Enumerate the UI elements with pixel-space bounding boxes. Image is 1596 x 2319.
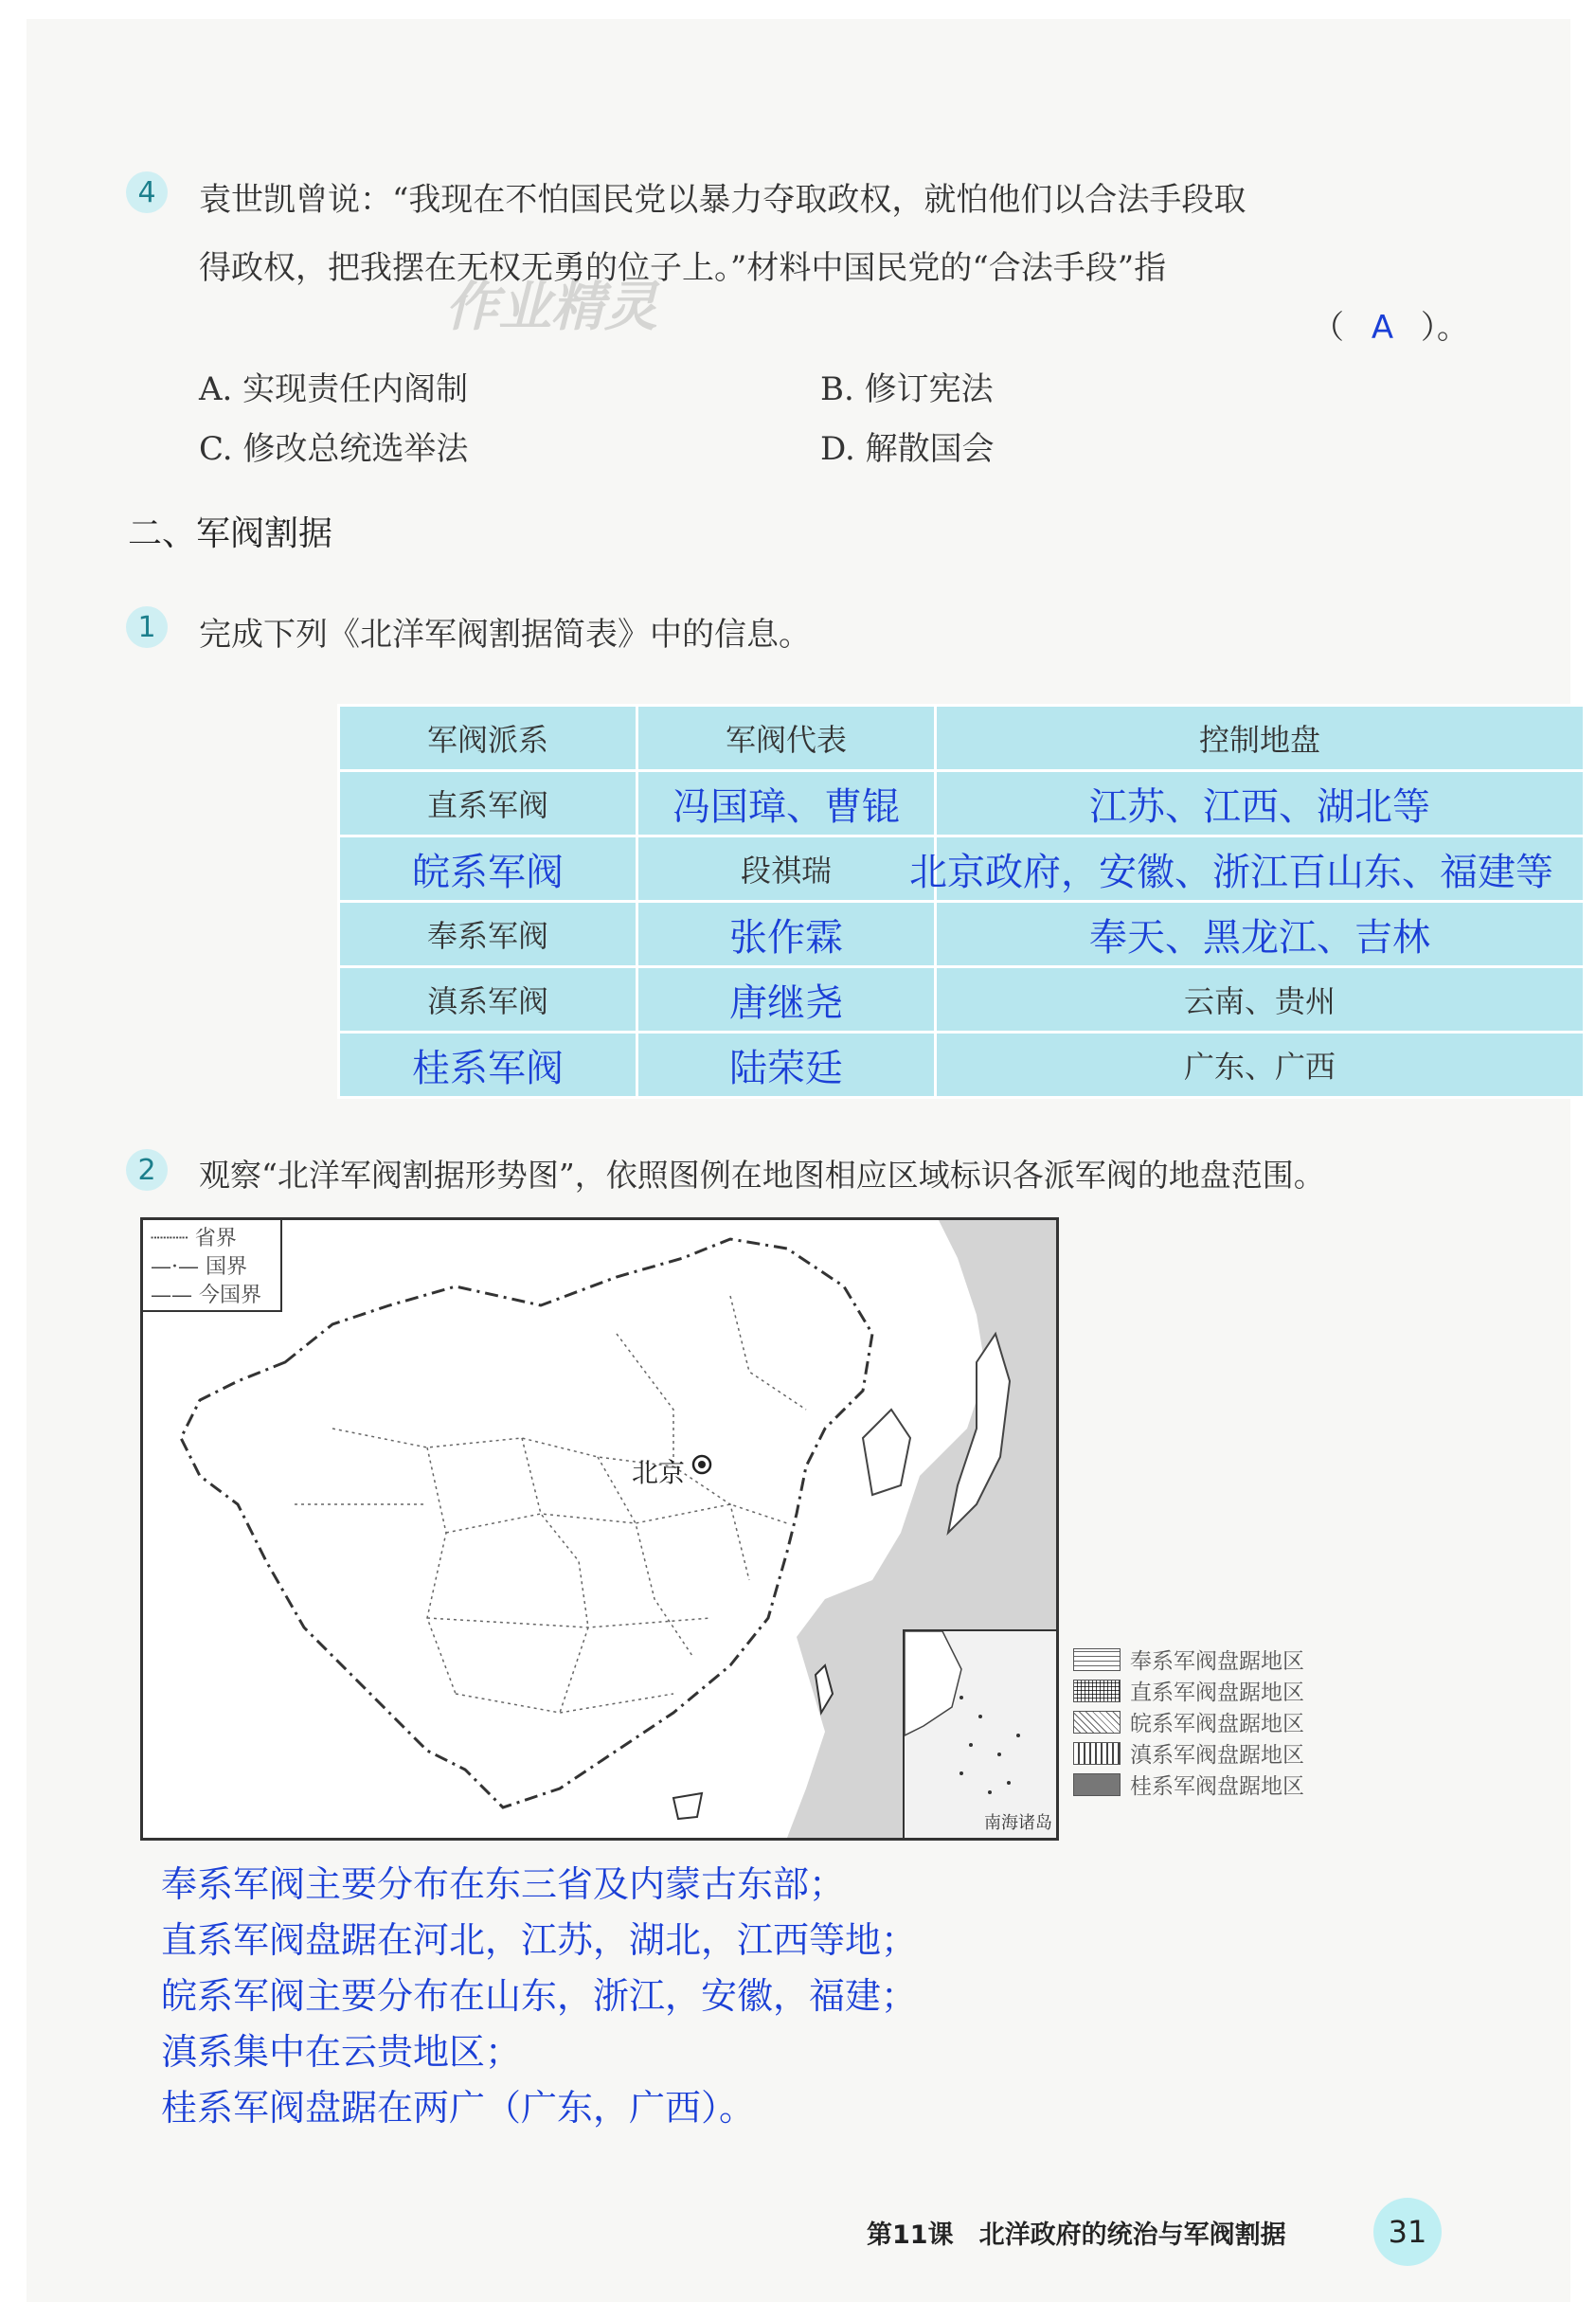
table-cell: 段祺瑞 [638,837,934,900]
warlord-table [337,704,1586,1099]
table-cell: 北京政府，安徽、浙江百山东、福建等 [909,850,1553,894]
question-number-badge: 1 [126,606,168,648]
warlord-map [140,1217,1059,1841]
handwritten-answer [161,1857,917,2136]
question-4-line1: 袁世凯曾说：“我现在不怕国民党以暴力夺取政权，就怕他们以合法手段取 [199,181,1246,219]
table-header-row [340,707,1583,769]
table-cell: 奉天、黑龙江、吉林 [937,903,1583,965]
question-number-badge: 4 [126,171,168,213]
option-b: B. 修订宪法 [820,370,994,408]
table-cell: 奉系军阀 [340,903,636,965]
table-header: 军阀代表 [638,707,934,769]
option-c: C. 修改总统选举法 [199,430,469,468]
table-header: 军阀派系 [340,707,636,769]
inset-map [905,1631,1056,1838]
table-row [340,903,1583,965]
answer-choice: A [1371,309,1394,347]
answer-line: 桂系军阀盘踞在两广（广东，广西）。 [161,2087,756,2129]
legend-yunnan: 滇系军阀盘踞地区 [1073,1737,1304,1769]
inset-label: 南海诸岛 [984,1813,1052,1833]
solid-gray-swatch [1073,1773,1121,1796]
legend-modern-border: —— 今国界 [151,1284,262,1307]
table-cell: 唐继尧 [638,968,934,1031]
question-2-text: 观察“北洋军阀割据形势图”，依照图例在地图相应区域标识各派军阀的地盘范围。 [199,1157,1325,1194]
table-row [340,1034,1583,1096]
table-cell: 直系军阀 [340,772,636,835]
table-header: 控制地盘 [937,707,1583,769]
table-row [340,968,1583,1031]
legend-guangxi: 桂系军阀盘踞地区 [1073,1769,1304,1800]
bracket-close: ）。 [1420,309,1469,347]
table-cell: 滇系军阀 [340,968,636,1031]
table-cell: 皖系军阀 [340,837,636,900]
question-4-line2: 得政权，把我摆在无权无勇的位子上。”材料中国民党的“合法手段”指 [199,249,1167,287]
section-title: 二、军阀割据 [128,514,333,553]
table-cell: 云南、贵州 [937,968,1583,1031]
table-cell: 广东、广西 [937,1034,1583,1096]
legend-zhili: 直系军阀盘踞地区 [1073,1675,1304,1706]
option-d: D. 解散国会 [820,430,995,468]
question-number-badge: 2 [126,1149,168,1191]
vertical-stripe-swatch [1073,1742,1121,1765]
bracket-open: （ [1312,309,1344,347]
answer-bracket [1312,301,1469,348]
map-line-legend [143,1220,282,1312]
table-cell: 桂系军阀 [340,1034,636,1096]
table-cell: 张作霖 [638,903,934,965]
table-row [340,772,1583,835]
legend-fengtian: 奉系军阀盘踞地区 [1073,1644,1304,1675]
legend-national-border: —·— 国界 [151,1255,248,1279]
table-cell: 陆荣廷 [638,1034,934,1096]
answer-line: 直系军阀盘踞在河北，江苏，湖北，江西等地； [161,1919,918,1961]
horizontal-stripe-swatch [1073,1648,1121,1671]
table-cell: 江苏、江西、湖北等 [937,772,1583,835]
legend-province-border: ┈┈┈ 省界 [151,1227,237,1250]
option-a: A. 实现责任内阁制 [199,370,469,408]
table-row [340,837,1583,900]
watermark: 作业精灵 [445,277,657,338]
legend-anhui: 皖系军阀盘踞地区 [1073,1706,1304,1737]
diagonal-stripe-swatch [1073,1711,1121,1734]
lesson-title: 第11课 北洋政府的统治与军阀割据 [867,2220,1286,2250]
territory-legend [1073,1644,1304,1800]
table-cell: 冯国璋、曹锟 [638,772,934,835]
answer-line: 滇系集中在云贵地区； [161,2031,522,2073]
south-china-sea-inset [903,1629,1056,1838]
answer-line: 奉系军阀主要分布在东三省及内蒙古东部； [161,1863,846,1905]
question-1-text: 完成下列《北洋军阀割据简表》中的信息。 [199,616,811,654]
beijing-label: 北京 [632,1457,686,1488]
page-number: 31 [1373,2198,1442,2266]
grid-swatch [1073,1680,1121,1702]
answer-line: 皖系军阀主要分布在山东，浙江，安徽，福建； [161,1975,918,2017]
